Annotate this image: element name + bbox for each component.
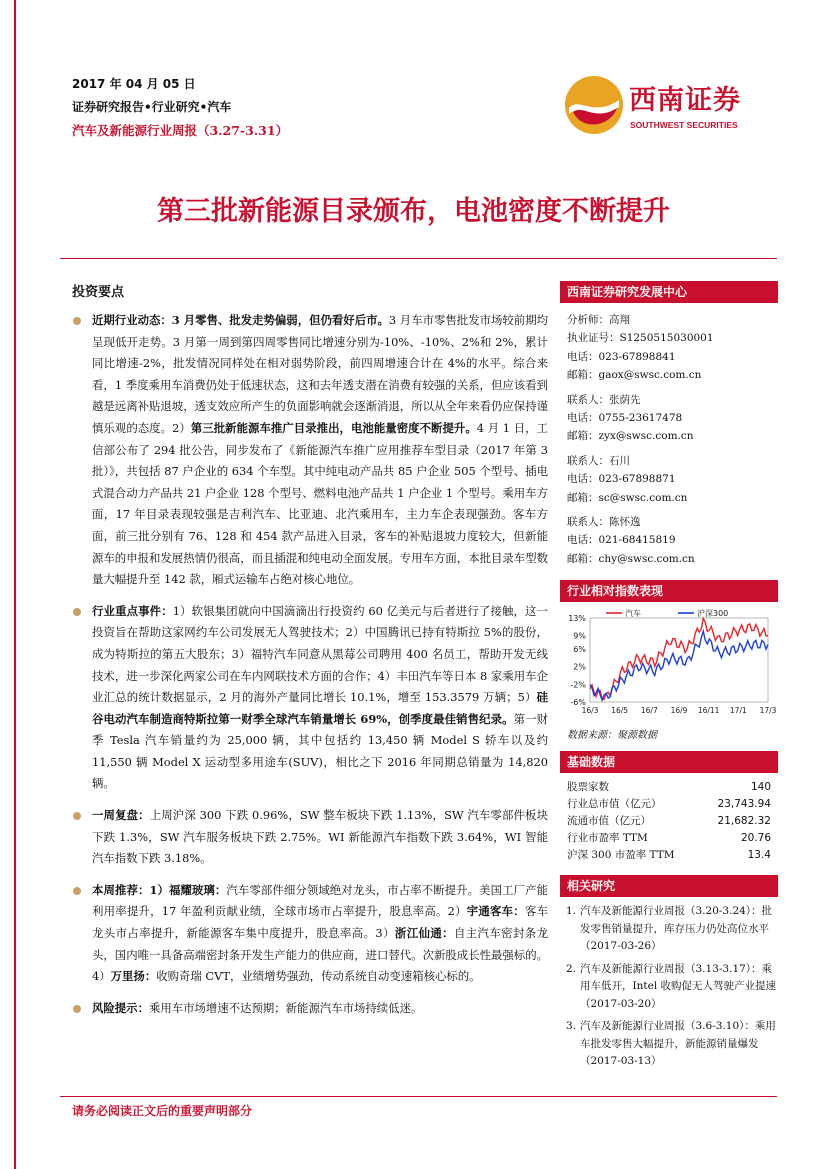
y-tick-label: 6% bbox=[573, 645, 586, 655]
x-tick-label: 16/7 bbox=[640, 706, 658, 716]
related-research-header: 相关研究 bbox=[560, 875, 778, 897]
para4-text: 汽车零部件细分领域绝对龙头，市占率不断提升。美国工厂产能利用率提升，17 年盈利贡献业绩，全球市场市占率提升，股息率高。2） bbox=[92, 882, 548, 919]
contact-3-phone: 电话：021-68415819 bbox=[567, 534, 676, 547]
contact-3-email[interactable]: 邮箱：chy@swsc.com.cn bbox=[567, 552, 695, 565]
row-label: 股票家数 bbox=[567, 781, 609, 794]
item-text: 汽车及新能源行业周报（3.20-3.24）：批发零售销量提升，库存压力仍处高位水平 （2017-03-26） bbox=[580, 905, 773, 953]
series-line-hs300 bbox=[590, 631, 768, 700]
related-research-list bbox=[560, 897, 778, 1071]
list-item[interactable] bbox=[566, 961, 778, 1014]
basic-data-table bbox=[560, 778, 778, 863]
bullet-icon bbox=[73, 317, 81, 325]
para2-subheading: 硅谷电动汽车制造商特斯拉第一财季全球汽车销量增长 69%，创季度最佳销售纪录。 bbox=[92, 690, 548, 726]
report-type: 证券研究报告•行业研究•汽车 bbox=[72, 100, 232, 114]
row-label: 行业总市值（亿元） bbox=[567, 798, 662, 811]
row-label: 行业市盈率 TTM bbox=[567, 832, 648, 845]
row-label: 沪深 300 市盈率 TTM bbox=[567, 849, 675, 862]
company-logo bbox=[563, 72, 783, 138]
para2-text2: 第一财季 Tesla 汽车销量约为 25,000 辆，其中包括约 13,450 辆 Model S 轿车以及约 11,550 辆 Model X 运动型多用途车(SUV)，相比之下 2016 年同期总销量为 14,820 辆。 bbox=[92, 711, 548, 791]
paragraph-key-events bbox=[72, 601, 548, 795]
table-row bbox=[560, 778, 778, 795]
para5-heading: 风险提示： bbox=[92, 1000, 149, 1015]
footer-disclaimer: 请务必阅读正文后的重要声明部分 bbox=[72, 1104, 253, 1118]
row-value: 13.4 bbox=[747, 848, 771, 861]
y-tick-label: -2% bbox=[570, 680, 586, 690]
y-tick-label: 9% bbox=[573, 631, 586, 641]
report-date: 2017 年 04 月 05 日 bbox=[72, 77, 196, 91]
row-value: 20.76 bbox=[740, 831, 771, 844]
para1-text: 3 月车市零售批发市场较前期均呈现低开走势。3 月第一周到第四周零售同比增速分别为-10%、-10%、2%和 2%，累计同比增速-2%，批发情况同样处在相对弱势阶段，前四周增速合计在 4%的水平。综合来看，1 季度乘用车消费仍处于低速状态，这和去年透支潜在消费有较强的关系，但应该看到越是远离补贴退坡，透支效应所产生的负面影响就会逐渐消退，所以从全年来看仍应保持谨慎乐观的态度。2） bbox=[92, 313, 548, 435]
analyst-name: 分析师：高翔 bbox=[567, 314, 630, 326]
x-tick-label: 17/1 bbox=[729, 706, 747, 716]
logo-text-en: SOUTHWEST SECURITIES bbox=[630, 120, 738, 130]
legend-label: 汽车 bbox=[625, 609, 641, 619]
para1-text2: 4 月 1 日，工信部公布了 294 批公告，同步发布了《新能源汽车推广应用推荐车型目录（2017 年第 3 批）》，共包括 87 户企业的 634 个车型。其中纯电动产品共 85 户企业 505 个型号、插电式混合动力产品共 21 户企业 128 个型号、燃料电池产品共 1 户企业 1 个型号。乘用车方面，17 年目录表现较强是吉利汽车、比亚迪、北汽乘用车，主力车企表现强劲。客车方面，前三批分别有 76、128 和 454 款产品进入目录，客车的补贴退坡力度较大，但新能源车的申报和发展热情仍很高，而且插混和纯电动全面发展。专用车方面，本批目录车型数量大幅提升至 142 款，厢式运输车占绝对核心地位。 bbox=[92, 420, 548, 587]
item-text: 汽车及新能源行业周报（3.6-3.10）：乘用车批发零售大幅提升，新能源销量爆发 （2017-03-13） bbox=[580, 1020, 776, 1068]
chart-header: 行业相对指数表现 bbox=[560, 580, 778, 602]
para3-text: 上周沪深 300 下跌 0.96%，SW 整车板块下跌 1.13%，SW 汽车零部件板块下跌 1.3%，SW 汽车服务板块下跌 2.75%。WI 新能源汽车指数下跌 3.64%，WI 智能汽车指数下跌 3.18%。 bbox=[92, 808, 548, 866]
table-row bbox=[560, 812, 778, 829]
para4-heading4: 万里扬： bbox=[110, 969, 157, 984]
y-tick-label: 2% bbox=[573, 662, 586, 672]
row-label: 流通市值（亿元） bbox=[567, 815, 651, 828]
analyst-contacts bbox=[560, 303, 778, 570]
contact-3-name: 联系人：陈怀逸 bbox=[567, 516, 641, 529]
table-row bbox=[560, 795, 778, 812]
para2-text: 1）软银集团就向中国滴滴出行投资约 60 亿美元与后者进行了接触，这一投资旨在帮助这家网约车公司发展无人驾驶技术；2）中国腾讯已持有特斯拉 5%的股份，成为特斯拉的第五大股东；3）福特汽车同意从黑莓公司聘用 400 名员工，帮助开发无线技术，进一步深化两家公司在车内网联技术方面的合作；4）丰田汽车等日本 8 家乘用车企业汇总的统计数据显示，2 月的海外产量同比增长 10.1%，增至 153.3579 万辆；5） bbox=[92, 603, 548, 705]
x-tick-label: 17/3 bbox=[759, 706, 777, 716]
x-tick-label: 16/5 bbox=[611, 706, 629, 716]
chart-source: 数据来源：聚源数据 bbox=[567, 730, 657, 742]
table-row bbox=[560, 846, 778, 863]
para2-heading: 行业重点事件： bbox=[92, 603, 173, 618]
para3-heading: 一周复盘： bbox=[92, 808, 150, 823]
para4-heading2: 宇通客车： bbox=[466, 904, 525, 919]
sidebar bbox=[560, 281, 778, 1076]
bullet-icon bbox=[73, 1005, 81, 1013]
paragraph-weekly-review bbox=[72, 805, 548, 870]
para1-subheading: 第三批新能源车推广目录推出，电池能量密度不断提升。 bbox=[190, 420, 477, 435]
report-title: 第三批新能源目录颁布，电池密度不断提升 bbox=[157, 196, 670, 227]
legend-label: 沪深300 bbox=[697, 609, 729, 619]
index-chart-svg bbox=[560, 606, 778, 722]
bullet-icon bbox=[73, 887, 81, 895]
contact-1-phone: 电话：0755-23617478 bbox=[567, 412, 683, 425]
list-item[interactable] bbox=[566, 903, 778, 956]
para4-text4: 收购奇瑞 CVT，业绩增势强劲，传动系统自动变速箱核心标的。 bbox=[156, 969, 481, 984]
index-chart bbox=[560, 602, 778, 724]
research-center-header: 西南证券研究发展中心 bbox=[560, 281, 778, 303]
para4-heading: 本周推荐：1）福耀玻璃： bbox=[92, 882, 227, 897]
top-divider bbox=[60, 258, 777, 259]
report-series: 汽车及新能源行业周报（3.27-3.31） bbox=[72, 123, 289, 138]
row-value: 140 bbox=[750, 780, 771, 793]
analyst-phone: 电话：023-67898841 bbox=[567, 350, 676, 363]
para1-heading: 近期行业动态：3 月零售、批发走势偏弱，但仍看好后市。 bbox=[92, 313, 389, 327]
basic-data-header: 基础数据 bbox=[560, 751, 778, 773]
section-title: 投资要点 bbox=[72, 285, 125, 300]
bullet-icon bbox=[73, 608, 81, 616]
logo-mark-icon bbox=[563, 74, 625, 136]
left-margin-line bbox=[14, 0, 16, 1169]
x-tick-label: 16/11 bbox=[697, 706, 720, 716]
analyst-cert: 执业证号：S1250515030001 bbox=[567, 332, 714, 345]
contact-2-email[interactable]: 邮箱：sc@swsc.com.cn bbox=[567, 491, 688, 504]
contact-1-email[interactable]: 邮箱：zyx@swsc.com.cn bbox=[567, 430, 694, 443]
contact-2-name: 联系人：石川 bbox=[567, 454, 630, 467]
para5-text: 乘用车市场增速不达预期；新能源汽车市场持续低迷。 bbox=[148, 1000, 423, 1015]
para4-text3: 自主汽车密封条龙头，国内唯一具备高端密封条开发生产能力的供应商，进口替代。次新股成长性最强标的。4） bbox=[92, 926, 548, 984]
row-value: 23,743.94 bbox=[717, 797, 771, 810]
y-tick-label: -6% bbox=[570, 698, 586, 708]
list-item[interactable] bbox=[566, 1018, 778, 1071]
contact-1-name: 联系人：张荫先 bbox=[567, 393, 641, 406]
x-tick-label: 16/3 bbox=[581, 706, 599, 716]
bottom-divider bbox=[60, 1096, 777, 1097]
item-number: 1. bbox=[566, 905, 577, 918]
para4-heading3: 浙江仙通： bbox=[394, 926, 454, 941]
item-text: 汽车及新能源行业周报（3.13-3.17）：乘用车低开，Intel 收购促无人驾驶产业提速 （2017-03-20） bbox=[580, 962, 777, 1010]
logo-text-cn: 西南证券 bbox=[629, 85, 741, 116]
paragraph-risk bbox=[72, 998, 548, 1020]
investment-highlights bbox=[72, 281, 548, 1029]
item-number: 3. bbox=[566, 1020, 577, 1033]
table-row bbox=[560, 829, 778, 846]
bullet-icon bbox=[73, 812, 81, 820]
paragraph-recommendations bbox=[72, 880, 548, 988]
row-value: 21,682.32 bbox=[717, 814, 771, 827]
paragraph-industry-dynamics bbox=[72, 310, 548, 591]
analyst-email[interactable]: 邮箱：gaox@swsc.com.cn bbox=[567, 369, 702, 382]
y-tick-label: 13% bbox=[568, 614, 586, 624]
para4-text2: 客车龙头市占率提升，新能源客车集中度提升，股息率高。3） bbox=[92, 904, 548, 941]
x-tick-label: 16/9 bbox=[670, 706, 688, 716]
item-number: 2. bbox=[566, 962, 577, 975]
contact-2-phone: 电话：023-67898871 bbox=[567, 473, 676, 486]
